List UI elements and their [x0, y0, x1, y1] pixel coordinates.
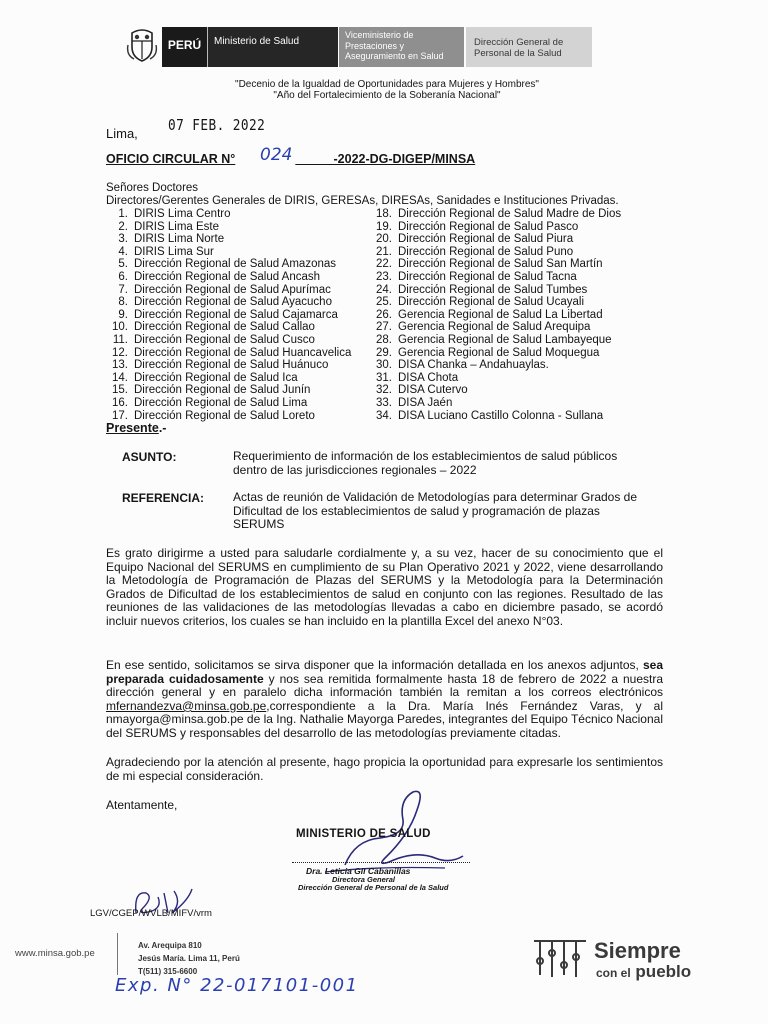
- recipient-item: [106, 397, 351, 410]
- presente-word: Presente: [106, 421, 159, 435]
- closing: Atentamente,: [106, 798, 178, 812]
- header-direction: Dirección General de Personal de la Salud: [466, 27, 592, 67]
- recipient-name: Dirección Regional de Salud Pasco: [398, 220, 579, 233]
- recipient-name: DISA Cutervo: [398, 384, 468, 397]
- recipient-item: [106, 347, 351, 360]
- salutation-line-1: Señores Doctores: [106, 182, 199, 194]
- recipient-number: 22.: [376, 258, 392, 271]
- body-paragraph-1: Es grato dirigirme a usted para saludarle cordialmente y, a su vez, hacer de su conocimiento que el Equipo Nacional del SERUMS en cumplimiento de su Plan Operativo 2021 y 2022, viene desarrollando la Metodología de Programación de Plazas del SERUMS y la Metodología para la Determinación Grados de Dificultad de los establecimientos de salud en conjunto con las regiones. Resultado de las reuniones de las validaciones de las metodologías llevadas a cabo en diciembre pasado, se acordó incluir nuevos criterios, los cuales se han incluido en la plantilla Excel del anexo N°03.: [106, 546, 663, 628]
- recipient-item: [370, 296, 621, 309]
- recipient-item: [370, 284, 621, 297]
- recipient-number: 21.: [376, 245, 392, 258]
- presente-suffix: .-: [158, 421, 167, 435]
- recipient-item: [106, 359, 351, 372]
- email-link[interactable]: mfernandezva@minsa.gob.pe: [106, 698, 267, 713]
- recipient-number: 20.: [376, 233, 392, 246]
- recipient-name: Gerencia Regional de Salud Lambayeque: [398, 333, 612, 346]
- recipient-name: DISA Jaén: [398, 396, 453, 409]
- referencia-text: Actas de reunión de Validación de Metodologías para determinar Grados de Dificultad de los establecimientos de salud y programación de plazas SERUMS: [233, 490, 638, 531]
- slogan-pueblo: pueblo: [635, 962, 692, 981]
- asunto-text: Requerimiento de información de los establecimientos de salud públicos dentro de las jurisdicciones regionales – 2022: [233, 449, 618, 477]
- recipient-number: 25.: [376, 296, 392, 309]
- recipient-item: [370, 271, 621, 284]
- recipient-name: Dirección Regional de Salud Junín: [134, 384, 311, 397]
- recipient-number: 16.: [112, 396, 128, 409]
- recipient-list-right: [370, 208, 621, 422]
- recipient-name: Dirección Regional de Salud Huánuco: [134, 359, 329, 372]
- recipient-number: 29.: [376, 346, 392, 359]
- recipient-number: 31.: [376, 371, 392, 384]
- header-ministry: Ministerio de Salud: [208, 27, 338, 67]
- recipient-item: [106, 372, 351, 385]
- recipient-number: 26.: [376, 308, 392, 321]
- recipient-number: 8.: [118, 296, 128, 309]
- date-stamp: 07 FEB. 2022: [168, 116, 266, 134]
- place: Lima,: [106, 126, 138, 141]
- slogan-con-el: con el: [596, 966, 631, 980]
- footer-address: [138, 939, 240, 978]
- siempre-pueblo-logo-icon: [530, 937, 590, 986]
- body-paragraph-3: Agradeciendo por la atención al presente, hago propicia la oportunidad para expresarle los sentimientos de mi especial consideración.: [106, 755, 663, 783]
- recipient-number: 15.: [112, 384, 128, 397]
- recipient-item: [370, 233, 621, 246]
- recipient-item: [370, 309, 621, 322]
- recipient-item: [106, 384, 351, 397]
- recipient-number: 24.: [376, 283, 392, 296]
- recipient-name: DIRIS Lima Norte: [134, 233, 225, 246]
- recipient-name: Dirección Regional de Salud Callao: [134, 321, 315, 334]
- recipient-number: 7.: [118, 283, 128, 296]
- p2-bold: sea preparada cuidadosamente: [106, 658, 663, 686]
- decenio-line: "Decenio de la Igualdad de Oportunidades para Mujeres y Hombres": [235, 79, 539, 90]
- body-paragraph-2: [106, 659, 663, 741]
- recipient-number: 14.: [112, 371, 128, 384]
- recipient-name: Dirección Regional de Salud Madre de Dios: [398, 208, 622, 220]
- recipient-item: [370, 258, 621, 271]
- presente: [106, 421, 166, 435]
- recipient-name: Dirección Regional de Salud Ucayali: [398, 296, 585, 309]
- recipient-item: [370, 384, 621, 397]
- recipient-number: 9.: [118, 308, 128, 321]
- recipient-item: [106, 284, 351, 297]
- recipient-number: 4.: [118, 245, 128, 258]
- recipient-item: [106, 221, 351, 234]
- recipient-item: [106, 258, 351, 271]
- recipient-number: 2.: [118, 220, 128, 233]
- recipient-item: [370, 359, 621, 372]
- recipient-name: DIRIS Lima Centro: [134, 208, 231, 220]
- recipient-item: [370, 321, 621, 334]
- recipient-name: Dirección Regional de Salud Ica: [134, 371, 298, 384]
- recipient-name: Dirección Regional de Salud Puno: [398, 245, 574, 258]
- signature-ministry: MINISTERIO DE SALUD: [296, 828, 431, 840]
- recipient-name: DISA Chanka – Andahuaylas.: [398, 359, 549, 372]
- recipient-item: [370, 410, 621, 423]
- p2-part-b: y nos sea remitida formalmente hasta 18 de febrero de 2022 a nuestra dirección general y en paralelo dicha información también la remitan a los correos electrónicos: [106, 671, 664, 700]
- slogan-siempre: Siempre: [594, 938, 681, 963]
- recipient-number: 13.: [112, 359, 128, 372]
- recipient-name: DIRIS Lima Sur: [134, 245, 214, 258]
- recipient-name: Gerencia Regional de Salud La Libertad: [398, 308, 603, 321]
- p2-part-c: ,correspondiente a la Dra. María Inés Fernández Varas, y al nmayorga@minsa.gob.pe de la Ing. Nathalie Mayorga Paredes, integrantes del Equipo Técnico Nacional del SERUMS y responsables del desarrollo de las metodologías previamente citadas.: [106, 698, 663, 740]
- oficio-suffix: -2022-DG-DIGEP/MINSA: [333, 152, 476, 166]
- address-line-1: Av. Arequipa 810: [138, 941, 202, 950]
- recipient-name: DISA Chota: [398, 371, 459, 384]
- oficio-handwritten-number: 024: [260, 145, 293, 165]
- header-viceministry: Viceministerio de Prestaciones y Aseguramiento en Salud: [339, 27, 464, 67]
- recipient-item: [370, 347, 621, 360]
- recipient-name: Dirección Regional de Salud Tacna: [398, 270, 577, 283]
- recipient-number: 10.: [112, 321, 128, 334]
- recipient-list-left: [106, 208, 351, 422]
- recipient-name: Dirección Regional de Salud Cusco: [134, 333, 315, 346]
- signature-department: Dirección General de Personal de la Salud: [298, 883, 449, 892]
- recipient-item: [370, 372, 621, 385]
- recipient-number: 6.: [118, 270, 128, 283]
- recipient-name: Dirección Regional de Salud Tumbes: [398, 283, 588, 296]
- recipient-number: 34.: [376, 409, 392, 422]
- recipient-name: Dirección Regional de Salud Lima: [134, 396, 308, 409]
- recipient-name: DIRIS Lima Este: [134, 220, 219, 233]
- recipient-number: 12.: [112, 346, 128, 359]
- recipient-number: 5.: [118, 258, 128, 271]
- recipient-name: Gerencia Regional de Salud Arequipa: [398, 321, 591, 334]
- recipient-number: 1.: [118, 208, 128, 220]
- reference-initials: LGV/CGEP/WVLB/MIFV/vrm: [90, 908, 212, 919]
- recipient-number: 11.: [112, 333, 128, 346]
- recipient-item: [106, 271, 351, 284]
- oficio-prefix: OFICIO CIRCULAR N°: [106, 152, 236, 166]
- recipient-item: [106, 309, 351, 322]
- footer-divider: [117, 933, 118, 975]
- recipient-name: Dirección Regional de Salud Loreto: [134, 409, 315, 422]
- decenio-slogans: [180, 79, 594, 101]
- recipient-name: Dirección Regional de Salud Piura: [398, 233, 574, 246]
- recipient-name: DISA Luciano Castillo Colonna - Sullana: [398, 409, 604, 422]
- recipient-item: [106, 246, 351, 259]
- initials-scribble-icon: [128, 883, 198, 928]
- recipient-name: Dirección Regional de Salud Huancavelica: [134, 346, 352, 359]
- recipient-number: 19.: [376, 220, 392, 233]
- year-name-line: "Año del Fortalecimiento de la Soberanía Nacional": [273, 90, 501, 101]
- recipient-item: [370, 397, 621, 410]
- address-line-2: Jesús María. Lima 11, Perú: [138, 954, 240, 963]
- signature-line: [292, 862, 470, 863]
- recipient-item: [370, 246, 621, 259]
- recipient-number: 33.: [376, 396, 392, 409]
- recipient-item: [370, 334, 621, 347]
- recipient-item: [370, 208, 621, 221]
- recipient-item: [106, 321, 351, 334]
- signature-role: Directora General: [332, 875, 395, 884]
- salutation-line-2: Directores/Gerentes Generales de DIRIS, GERESAs, DIRESAs, Sanidades e Instituciones Privadas.: [106, 195, 619, 207]
- recipient-name: Dirección Regional de Salud San Martín: [398, 258, 603, 271]
- recipient-item: [106, 334, 351, 347]
- address-phone: T(511) 315-6600: [138, 967, 198, 976]
- recipient-name: Dirección Regional de Salud Ancash: [134, 270, 321, 283]
- peru-coat-of-arms-icon: [126, 27, 158, 63]
- p2-part-a: En ese sentido, solicitamos se sirva disponer que la información detallada en los anexos adjuntos,: [106, 658, 639, 672]
- slogan-con-el-pueblo: [596, 962, 691, 982]
- recipient-item: [106, 208, 351, 221]
- recipient-item: [370, 221, 621, 234]
- header-country: PERÚ: [162, 27, 208, 67]
- recipient-name: Gerencia Regional de Salud Moquegua: [398, 346, 600, 359]
- recipient-item: [106, 296, 351, 309]
- recipient-number: 23.: [376, 270, 392, 283]
- recipient-number: 3.: [118, 233, 128, 246]
- recipient-number: 32.: [376, 384, 392, 397]
- recipient-number: 17.: [112, 409, 128, 422]
- recipient-number: 28.: [376, 333, 392, 346]
- recipient-name: Dirección Regional de Salud Cajamarca: [134, 308, 338, 321]
- referencia-label: REFERENCIA:: [122, 491, 205, 505]
- recipient-name: Dirección Regional de Salud Ayacucho: [134, 296, 332, 309]
- recipient-item: [106, 233, 351, 246]
- recipient-number: 27.: [376, 321, 392, 334]
- recipient-name: Dirección Regional de Salud Amazonas: [134, 258, 337, 271]
- asunto-label: ASUNTO:: [122, 450, 177, 464]
- expediente-number: Exp. N° 22-017101-001: [115, 975, 359, 996]
- signature-name: Dra. Leticia Gil Cabanillas: [306, 866, 411, 876]
- footer-website[interactable]: www.minsa.gob.pe: [15, 948, 95, 959]
- recipient-number: 18.: [376, 208, 392, 220]
- recipient-number: 30.: [376, 359, 392, 372]
- recipient-name: Dirección Regional de Salud Apurímac: [134, 283, 331, 296]
